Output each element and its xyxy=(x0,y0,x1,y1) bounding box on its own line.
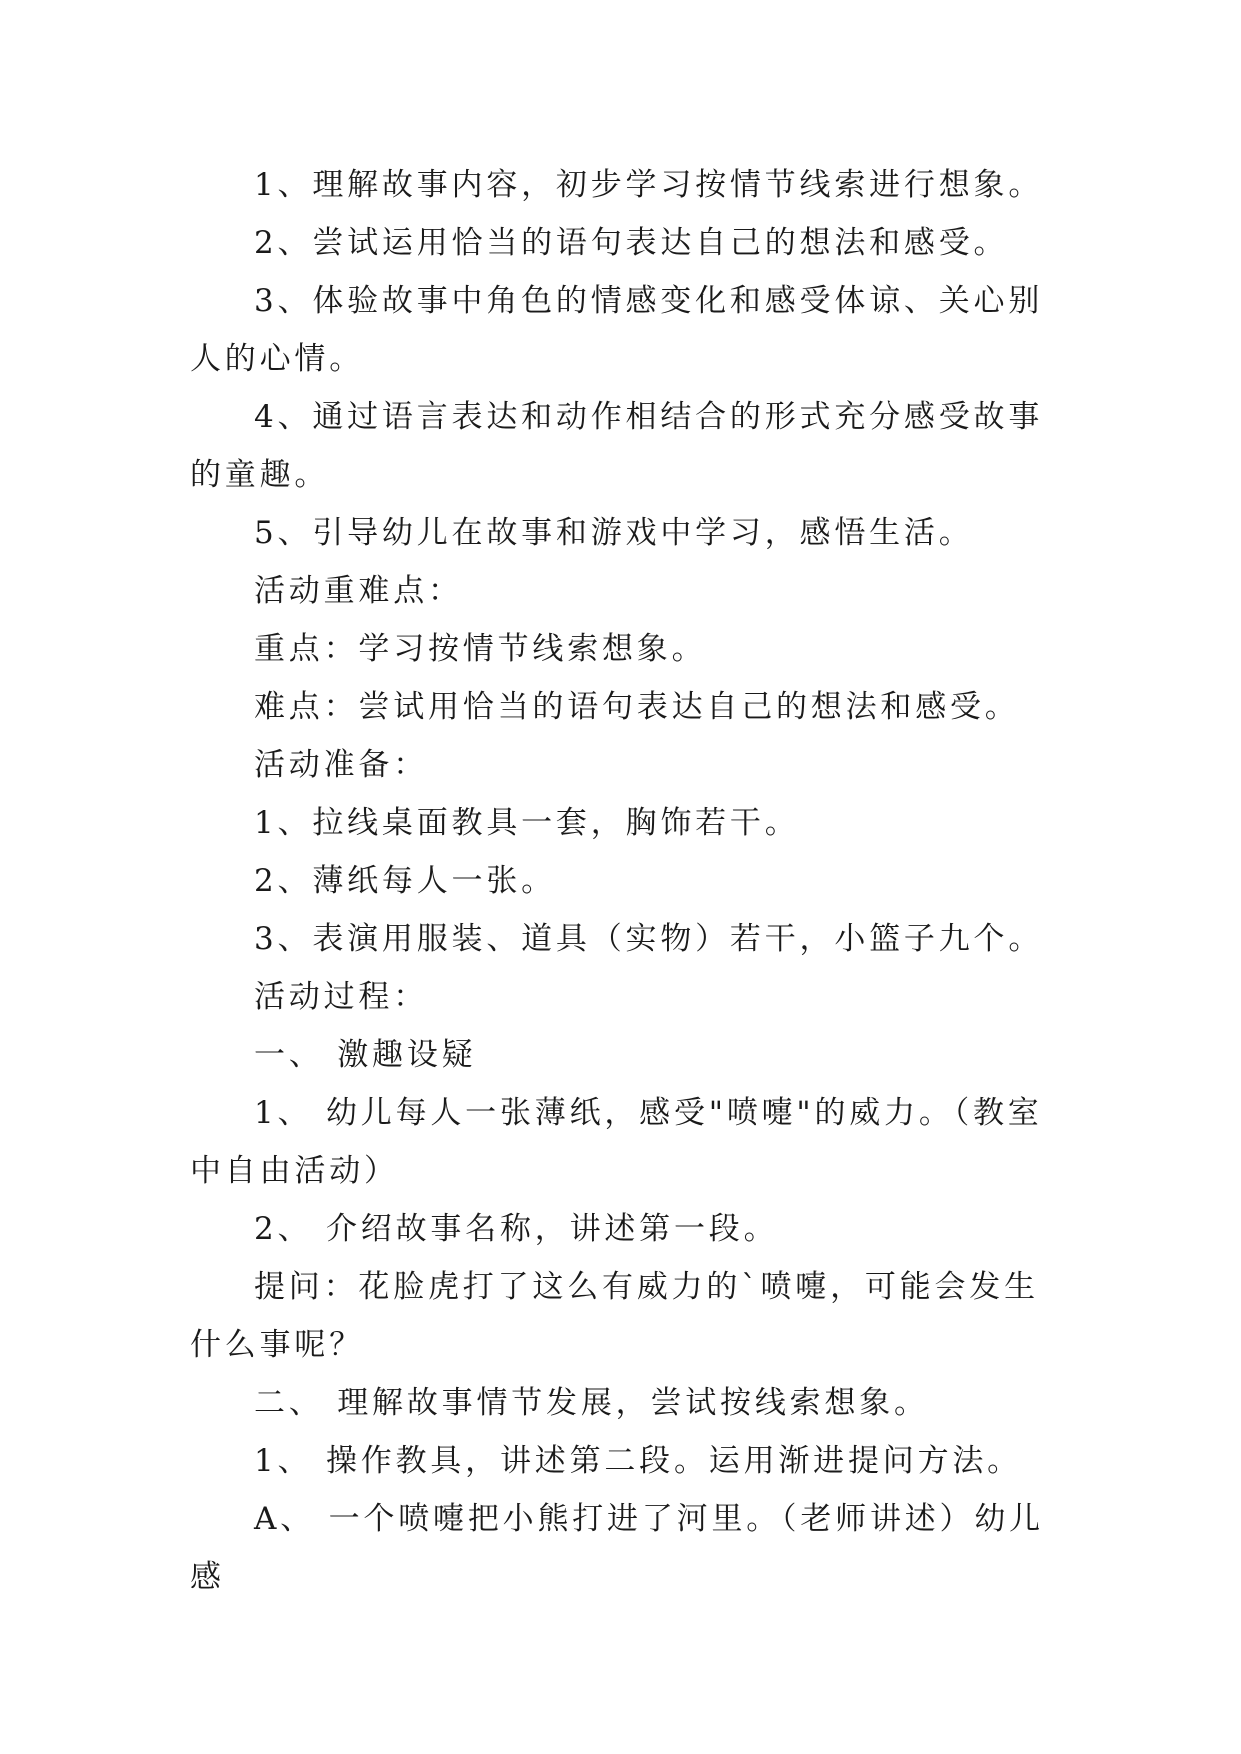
preparation-item-1: 1、拉线桌面教具一套，胸饰若干。 xyxy=(254,805,800,841)
process-question: 提问：花脸虎打了这么有威力的`喷嚏，可能会发生什么事呢？ xyxy=(190,1269,1039,1363)
process-step-1: 一、 激趣设疑 xyxy=(254,1037,477,1073)
difficult-point: 难点：尝试用恰当的语句表达自己的想法和感受。 xyxy=(254,689,1020,725)
section-heading-preparation: 活动准备： xyxy=(254,747,428,783)
goal-4: 4、通过语言表达和动作相结合的形式充分感受故事的童趣。 xyxy=(190,399,1044,493)
process-step-2-item-1: 1、 操作教具，讲述第二段。运用渐进提问方法。 xyxy=(254,1443,1022,1479)
section-heading-process: 活动过程： xyxy=(254,979,428,1015)
goal-3: 3、体验故事中角色的情感变化和感受体谅、关心别人的心情。 xyxy=(190,283,1044,377)
process-step-2: 二、 理解故事情节发展，尝试按线索想象。 xyxy=(254,1385,929,1421)
process-step-1-item-1: 1、 幼儿每人一张薄纸，感受"喷嚏"的威力。（教室中自由活动） xyxy=(190,1095,1043,1189)
section-heading-key-points: 活动重难点： xyxy=(254,573,463,609)
goal-5: 5、引导幼儿在故事和游戏中学习，感悟生活。 xyxy=(254,515,974,551)
preparation-item-3: 3、表演用服装、道具（实物）若干，小篮子九个。 xyxy=(254,921,1044,957)
preparation-item-2: 2、薄纸每人一张。 xyxy=(254,863,556,899)
process-step-2-item-a: A、 一个喷嚏把小熊打进了河里。（老师讲述）幼儿感 xyxy=(190,1501,1044,1595)
key-point: 重点：学习按情节线索想象。 xyxy=(254,631,707,667)
goal-1: 1、理解故事内容，初步学习按情节线索进行想象。 xyxy=(254,167,1044,203)
document-body xyxy=(190,156,1050,1606)
goal-2: 2、尝试运用恰当的语句表达自己的想法和感受。 xyxy=(254,225,1009,261)
process-step-1-item-2: 2、 介绍故事名称，讲述第一段。 xyxy=(254,1211,779,1247)
